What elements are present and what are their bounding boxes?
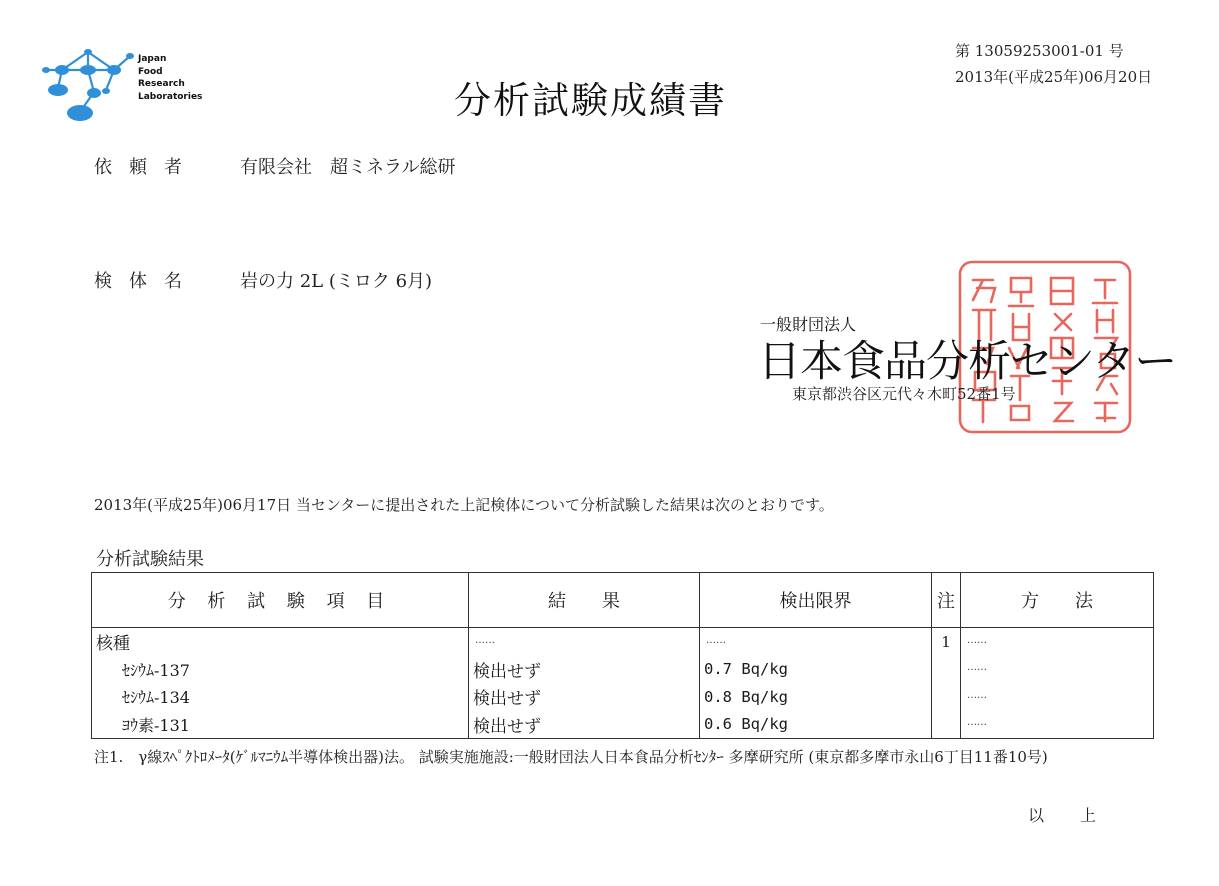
column-header-item: 分 析 試 験 項 目 [92, 573, 469, 628]
group-method-cell [961, 628, 1154, 656]
submission-statement: 2013年(平成25年)06月17日 当センターに提出された上記検体について分析試験した結果は次のとおりです。 [94, 496, 834, 514]
footnote: 注1. γ線ｽﾍﾟｸﾄﾛﾒｰﾀ(ｹﾞﾙﾏﾆｳﾑ半導体検出器)法。 試験実施施設:一般財団法人日本食品分析ｾﾝﾀｰ 多摩研究所 (東京都多摩市永山6丁目11番10号) [94, 748, 1048, 766]
row-note [932, 711, 961, 739]
issuer-address: 東京都渋谷区元代々木町52番1号 [792, 385, 1016, 403]
column-header-limit: 検出限界 [700, 573, 932, 628]
group-limit-cell [700, 628, 932, 656]
sample-name-value: 岩の力 2L (ミロク 6月) [240, 271, 433, 292]
table-header-row [92, 573, 1154, 628]
row-note [932, 656, 961, 684]
column-header-note: 注 [932, 573, 961, 628]
group-result: …… [475, 634, 495, 646]
row-result: 検出せず [469, 711, 700, 739]
table-group-row [92, 628, 1154, 656]
column-header-method: 方 法 [961, 573, 1154, 628]
issuer-name: 日本食品分析センター [758, 337, 1177, 387]
group-name: 核種 [92, 628, 469, 656]
row-method-cell [961, 683, 1154, 711]
logo-line: Laboratories [138, 91, 203, 102]
group-limit: …… [706, 634, 726, 646]
group-method: …… [967, 634, 987, 646]
logo-text [138, 53, 202, 103]
issuer-corporate-type: 一般財団法人 [760, 315, 857, 334]
logo-line: Research [138, 79, 185, 89]
row-method: …… [967, 717, 987, 729]
results-heading: 分析試験結果 [96, 549, 204, 570]
client-label: 依頼者 [94, 157, 199, 178]
row-limit: 0.7 Bq/kg [700, 656, 932, 684]
closing-mark: 以上 [1028, 806, 1133, 825]
molecule-network-icon [38, 42, 148, 124]
document-number: 第 13059253001-01 号 [955, 42, 1124, 60]
table-row [92, 656, 1154, 684]
table-row [92, 683, 1154, 711]
logo-line: Food [138, 66, 163, 77]
results-table [91, 572, 1154, 739]
row-method-cell [961, 711, 1154, 739]
group-note: 1 [932, 628, 961, 656]
row-limit: 0.8 Bq/kg [700, 683, 932, 711]
group-result-cell [469, 628, 700, 656]
row-item: ｾｼｳﾑ-137 [92, 656, 469, 684]
column-header-result: 結 果 [469, 573, 700, 628]
document-title: 分析試験成績書 [454, 79, 727, 122]
issue-date: 2013年(平成25年)06月20日 [955, 68, 1153, 86]
client-value: 有限会社 超ミネラル総研 [240, 157, 456, 178]
row-method-cell [961, 656, 1154, 684]
row-item: ﾖｳ素-131 [92, 711, 469, 739]
sample-name-label: 検体名 [94, 271, 199, 292]
row-note [932, 683, 961, 711]
row-method: …… [967, 689, 987, 701]
logo-line: Japan [138, 54, 167, 64]
row-method: …… [967, 662, 987, 674]
row-result: 検出せず [469, 683, 700, 711]
table-row [92, 711, 1154, 739]
row-limit: 0.6 Bq/kg [700, 711, 932, 739]
row-result: 検出せず [469, 656, 700, 684]
row-item: ｾｼｳﾑ-134 [92, 683, 469, 711]
